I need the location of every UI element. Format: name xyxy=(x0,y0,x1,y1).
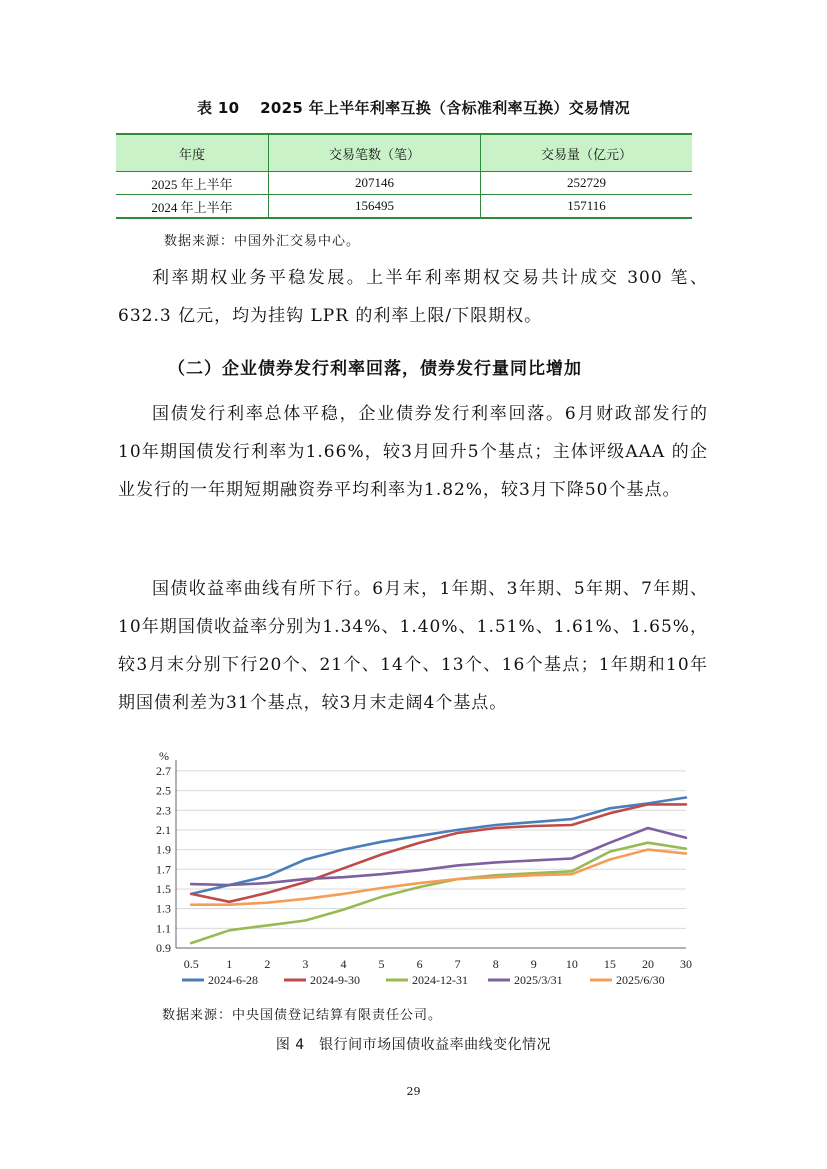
legend-label: 2024-6-28 xyxy=(208,973,258,987)
table-cell: 207146 xyxy=(269,172,481,195)
table-header-cell: 交易量（亿元） xyxy=(481,134,693,172)
x-tick-label: 9 xyxy=(530,957,537,971)
table-header-row xyxy=(116,134,692,172)
trade-table xyxy=(116,133,692,219)
table-row xyxy=(116,172,692,195)
y-tick-label: 2.3 xyxy=(156,803,171,818)
page-number: 29 xyxy=(406,1085,421,1098)
table-cell: 2025 年上半年 xyxy=(116,172,269,195)
table-title: 表 10 2025 年上半年利率互换（含标准利率互换）交易情况 xyxy=(197,99,630,117)
series-line xyxy=(191,804,686,901)
section-heading: （二）企业债券发行利率回落，债券发行量同比增加 xyxy=(168,359,582,379)
x-tick-label: 2 xyxy=(264,957,271,971)
x-tick-label: 20 xyxy=(641,957,654,971)
x-tick-label: 6 xyxy=(416,957,423,971)
x-tick-label: 5 xyxy=(378,957,385,971)
paragraph-options: 利率期权业务平稳发展。上半年利率期权交易共计成交 300 笔、632.3 亿元，均为挂钩 LPR 的利率上限/下限期权。 xyxy=(118,268,708,326)
table-cell: 157116 xyxy=(481,195,693,219)
table-cell: 2024 年上半年 xyxy=(116,195,269,219)
legend-label: 2025/6/30 xyxy=(616,973,665,987)
y-tick-label: 2.1 xyxy=(156,822,171,837)
table-header-cell: 交易笔数（笔） xyxy=(269,134,481,172)
x-tick-label: 1 xyxy=(226,957,233,971)
y-tick-label: 1.9 xyxy=(156,842,171,857)
y-tick-label: 1.1 xyxy=(156,921,171,936)
yield-curve-chart xyxy=(138,748,698,996)
y-tick-label: 1.7 xyxy=(156,862,171,877)
x-tick-label: 7 xyxy=(454,957,461,971)
y-tick-label: 0.9 xyxy=(156,941,171,955)
legend-label: 2024-12-31 xyxy=(412,973,468,987)
figure-title: 图 4 银行间市场国债收益率曲线变化情况 xyxy=(275,1037,552,1053)
table-header-cell: 年度 xyxy=(116,134,269,172)
x-tick-label: 4 xyxy=(340,957,347,971)
y-tick-label: 2.5 xyxy=(156,783,171,798)
x-tick-label: 30 xyxy=(680,957,692,971)
x-tick-label: 8 xyxy=(492,957,499,971)
legend-label: 2025/3/31 xyxy=(514,973,563,987)
y-tick-label: 1.5 xyxy=(156,881,171,896)
x-tick-label: 10 xyxy=(565,957,578,971)
y-tick-label: 2.7 xyxy=(156,763,171,778)
x-tick-label: 15 xyxy=(603,957,616,971)
table-source-note: 数据来源：中国外汇交易中心。 xyxy=(164,234,361,249)
legend-label: 2024-9-30 xyxy=(310,973,360,987)
x-tick-label: 3 xyxy=(302,957,309,971)
y-unit-label: % xyxy=(159,749,169,763)
y-tick-label: 1.3 xyxy=(156,901,171,916)
paragraph-issuance-rates: 国债发行利率总体平稳，企业债券发行利率回落。6月财政部发行的10年期国债发行利率为1.66%，较3月回升5个基点；主体评级AAA 的企业发行的一年期短期融资券平均利率为1.82%，较3月下降50个基点。 xyxy=(118,404,708,500)
paragraph-yield-curve: 国债收益率曲线有所下行。6月末，1年期、3年期、5年期、7年期、10年期国债收益率分别为1.34%、1.40%、1.51%、1.61%、1.65%，较3月末分别下行20个、21个、14个、13个、16个基点；1年期和10年期国债利差为31个基点，较3月末走阔4个基点。 xyxy=(118,579,708,713)
x-tick-label: 0.5 xyxy=(183,957,199,971)
table-cell: 156495 xyxy=(269,195,481,219)
table-row xyxy=(116,195,692,219)
table-cell: 252729 xyxy=(481,172,693,195)
figure-source-note: 数据来源：中央国债登记结算有限责任公司。 xyxy=(162,1008,443,1023)
